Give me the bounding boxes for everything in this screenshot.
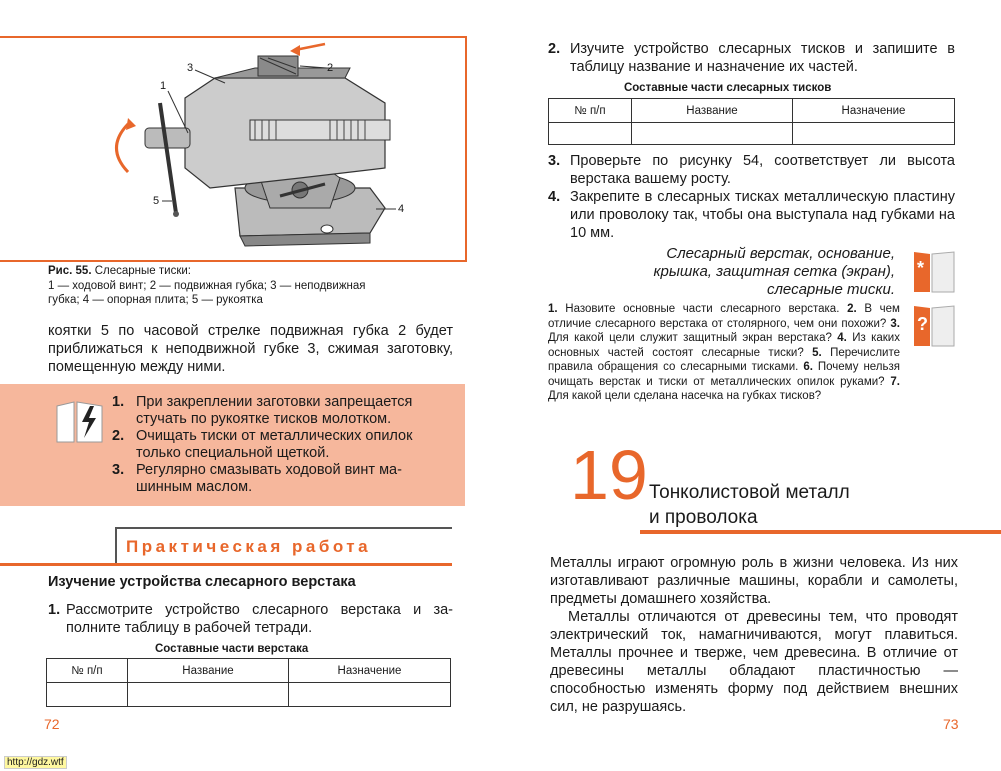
question-item: Из каких основных частей состоят слесарные тиски? (548, 332, 900, 359)
practical-subtitle: Изучение устройства слесарного верстака (48, 574, 356, 590)
table-header: № п/п (549, 99, 632, 123)
question-item: Назовите основные части слесарного верстака. (565, 303, 840, 315)
table-header: Назначение (289, 659, 451, 683)
caption-line-2: губка; 4 — опорная плита; 5 — рукоятка (48, 294, 263, 306)
questions: 1. Назовите основные части слесарного верстака. 2. В чем отличие слесарного верстака от столярного, чем они похожи? 3. Для какой цели служит защитный экран верстака? 4. Из каких основных частей состоят слесарные тиски? 5. Перечислите правила обращения со слесарными тисками. 6. Почему нельзя очищать верстак и тиски от металлических опилок руками? 7. Для какой цели сделана насечка на губках тисков? (548, 303, 901, 402)
task-2: 2. Изучите устройство слесарных тисков и запишите в таблицу название и назначение их частей. (548, 41, 955, 75)
practical-work-title: Практическая работа (126, 537, 372, 556)
vise-table (548, 98, 955, 145)
question-item: Для какой цели служит защитный экран верстака? (548, 332, 832, 344)
practical-work-header (0, 527, 452, 567)
warning-list (112, 394, 447, 496)
body-paragraph: коятки 5 по часовой стрелке подвижная губка 2 будет приближаться к неподвижной губке 3, сжимая заготовку, помещенную между ними. (48, 323, 453, 375)
page-number: 73 (943, 716, 959, 732)
caption-title: Рис. 55. (48, 265, 92, 277)
warning-box (0, 384, 465, 506)
right-page (500, 0, 1001, 771)
paragraph-2: Металлы отличаются от древесины тем, что проводят электрический ток, намагничиваются, могут плавиться. Металлы прочнее и тверже, чем древесина. В отличие от древесины металлы обладают пластичностью — способностью изменять форму под действием внешних сил, не разрушаясь. (550, 609, 958, 715)
table-cell (47, 683, 128, 707)
label-5: 5 (153, 195, 160, 207)
paragraph-1: Металлы играют огромную роль в жизни человека. Из них изготавливают различные машины, корабли и самолеты, предметы домашнего хозяйства. (550, 555, 958, 607)
left-page (0, 0, 500, 771)
warning-item: 2. Очищать тиски от металлических опилок только специальной щеткой. (112, 428, 413, 461)
keyword-line: крышка, защитная сетка (экран), (653, 263, 895, 280)
caption-line-1: 1 — ходовой винт; 2 — подвижная губка; 3 — неподвижная (48, 279, 366, 292)
lightning-icon (52, 398, 108, 446)
task-1: 1. Рассмотрите устройство слесарного верстака и заполните таблицу в рабочей тетради. (48, 602, 453, 636)
vise-figure (0, 36, 467, 262)
figure-caption (48, 264, 448, 308)
label-3: 3 (187, 62, 194, 74)
vise-illustration (0, 38, 465, 260)
keyword-line: Слесарный верстак, основание, (666, 245, 895, 262)
task-4: 4. Закрепите в слесарных тисках металлическую пластину или проволоку так, чтобы она выступала над губками на 10 мм. (548, 189, 955, 241)
table-cell (632, 123, 793, 145)
chapter-number: 19 (570, 436, 648, 514)
workbench-table (46, 658, 451, 707)
table-header: Название (632, 99, 793, 123)
question-item: Для какой цели сделана насечка на губках тисков? (548, 390, 822, 402)
label-4: 4 (398, 203, 405, 215)
question-item: Почему нельзя очищать верстак и тиски от металлических опилок руками? (548, 361, 901, 388)
table-header: № п/п (47, 659, 128, 683)
table-header: Назначение (793, 99, 955, 123)
table-cell (793, 123, 955, 145)
question-item: В чем отличие слесарного верстака от столярного, чем они похожи? (548, 303, 900, 330)
url-label: http://gdz.wtf (4, 756, 67, 769)
table-cell (549, 123, 632, 145)
caption-name: Слесарные тиски: (94, 265, 191, 277)
table-cell (289, 683, 451, 707)
page-number: 72 (44, 716, 60, 732)
question-item: Перечислите правила обращения со слесарными тисками. (548, 346, 901, 373)
warning-item: 1. При закреплении заготовки запрещается стучать по рукоятке тисков молотком. (112, 394, 413, 427)
chapter-underline (640, 530, 1001, 534)
keywords (600, 245, 895, 299)
table-caption: Составные части верстака (155, 643, 309, 655)
table-cell (128, 683, 289, 707)
table-caption: Составные части слесарных тисков (624, 82, 832, 94)
book-star-icon: * (912, 250, 956, 294)
label-2: 2 (327, 62, 334, 74)
warning-item: 3. Регулярно смазывать ходовой винт машинным маслом. (112, 462, 402, 495)
book-question-icon: ? (912, 304, 956, 348)
chapter-title: Тонколистовой металл и проволока (649, 482, 850, 528)
table-header: Название (128, 659, 289, 683)
keyword-line: слесарные тиски. (766, 281, 895, 298)
label-1: 1 (160, 80, 167, 92)
task-3: 3. Проверьте по рисунку 54, соответствует ли высота верстака вашему росту. (548, 153, 955, 187)
